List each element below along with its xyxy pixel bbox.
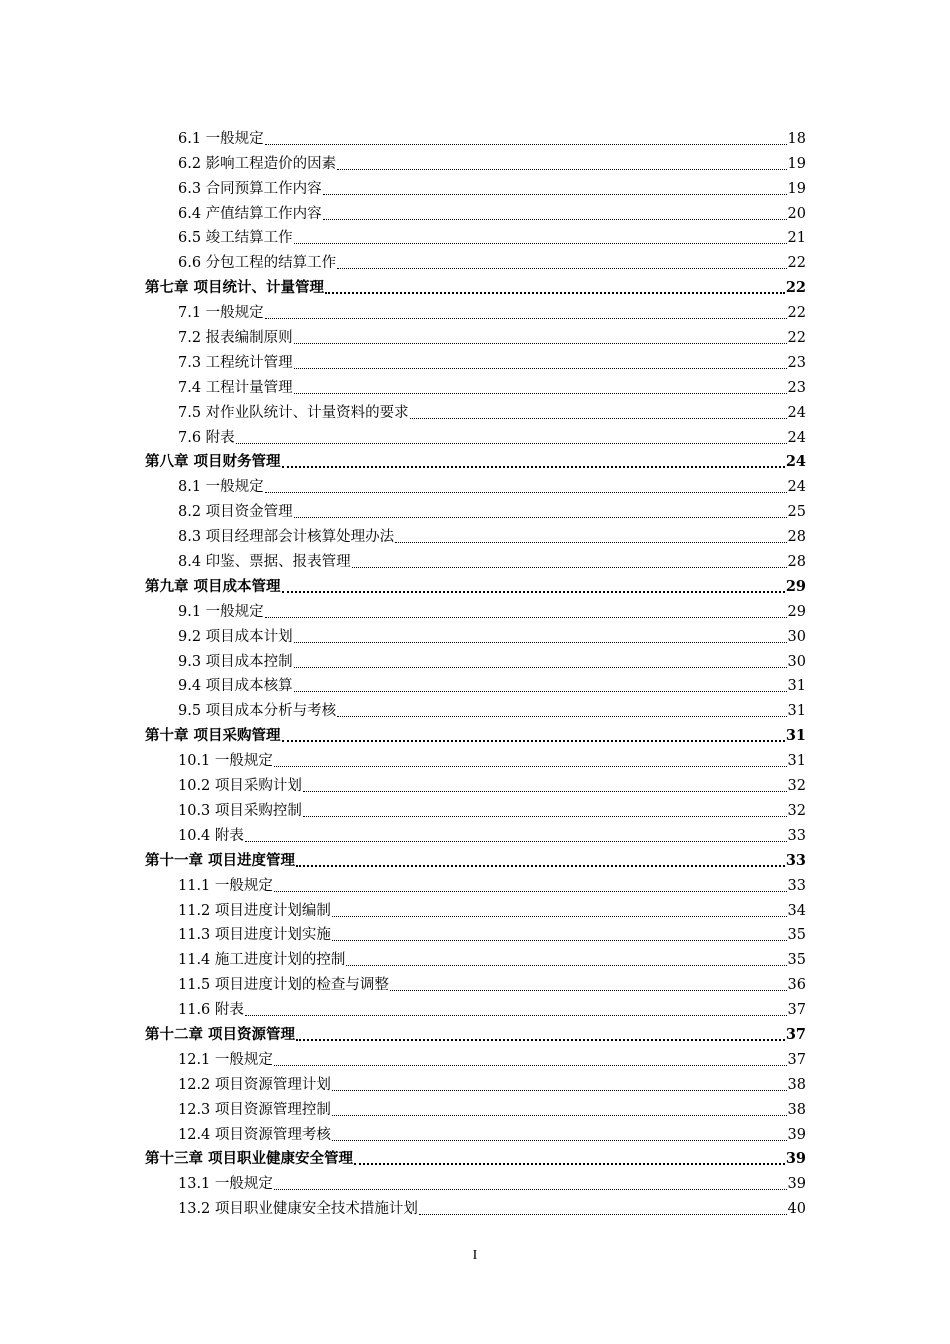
toc-entry-title: 7.4 工程计量管理: [178, 379, 293, 396]
toc-dot-leader: [294, 383, 787, 394]
toc-chapter-entry[interactable]: [145, 1145, 806, 1170]
toc-entry-title: 11.4 施工进度计划的控制: [178, 952, 346, 969]
toc-entry-title: 6.2 影响工程造价的因素: [178, 155, 337, 172]
toc-entry-page: 23: [787, 354, 806, 371]
toc-entry-page: 37: [787, 1051, 806, 1068]
toc-dot-leader: [274, 756, 787, 767]
toc-entry-page: 24: [787, 479, 806, 496]
toc-dot-leader: [337, 706, 786, 717]
toc-entry-title: 6.4 产值结算工作内容: [178, 205, 322, 222]
toc-entry-page: 37: [785, 1025, 806, 1043]
toc-entry-page: 24: [787, 429, 806, 446]
toc-entry-title: 12.2 项目资源管理计划: [178, 1076, 331, 1093]
toc-entry-page: 39: [787, 1126, 806, 1143]
toc-entry-page: 38: [787, 1076, 806, 1093]
toc-entry-title: 11.6 附表: [178, 1002, 244, 1019]
toc-entry-title: 11.3 项目进度计划实施: [178, 927, 331, 944]
toc-dot-leader: [303, 781, 787, 792]
toc-entry-title: 7.3 工程统计管理: [178, 354, 293, 371]
toc-entry-page: 23: [787, 379, 806, 396]
toc-entry-page: 35: [787, 927, 806, 944]
toc-entry-page: 21: [787, 230, 806, 247]
toc-entry-title: 8.3 项目经理部会计核算处理办法: [178, 529, 395, 546]
toc-entry-page: 22: [787, 255, 806, 272]
toc-entry-page: 18: [787, 130, 806, 147]
toc-entry-title: 11.5 项目进度计划的检查与调整: [178, 977, 389, 994]
toc-dot-leader: [337, 258, 786, 269]
toc-dot-leader: [294, 507, 787, 518]
toc-section-entry[interactable]: [145, 1070, 806, 1095]
toc-entry-page: 30: [787, 653, 806, 670]
toc-entry-page: 31: [787, 703, 806, 720]
toc-dot-leader: [282, 581, 785, 593]
toc-entry-title: 12.3 项目资源管理控制: [178, 1101, 331, 1118]
toc-entry-title: 6.5 竣工结算工作: [178, 230, 293, 247]
toc-entry-page: 20: [787, 205, 806, 222]
toc-dot-leader: [245, 1005, 787, 1016]
toc-entry-page: 35: [787, 952, 806, 969]
toc-section-entry[interactable]: [145, 771, 806, 796]
toc-dot-leader: [323, 209, 787, 220]
toc-section-entry[interactable]: [145, 199, 806, 224]
toc-chapter-entry[interactable]: [145, 1020, 806, 1045]
toc-dot-leader: [294, 358, 787, 369]
toc-section-entry[interactable]: [145, 423, 806, 448]
toc-section-entry[interactable]: [145, 522, 806, 547]
toc-section-entry[interactable]: [145, 1194, 806, 1219]
toc-entry-title: 9.5 项目成本分析与考核: [178, 703, 337, 720]
toc-entry-title: 8.2 项目资金管理: [178, 504, 293, 521]
toc-dot-leader: [236, 433, 787, 444]
toc-section-entry[interactable]: [145, 746, 806, 771]
toc-dot-leader: [346, 955, 786, 966]
toc-entry-title: 8.4 印鉴、票据、报表管理: [178, 554, 351, 571]
toc-section-entry[interactable]: [145, 821, 806, 846]
toc-section-entry[interactable]: [145, 298, 806, 323]
toc-section-entry[interactable]: [145, 921, 806, 946]
toc-dot-leader: [294, 657, 787, 668]
toc-section-entry[interactable]: [145, 398, 806, 423]
toc-entry-page: 25: [787, 504, 806, 521]
toc-dot-leader: [325, 282, 785, 294]
toc-entry-title: 8.1 一般规定: [178, 479, 264, 496]
toc-chapter-entry[interactable]: [145, 572, 806, 597]
toc-dot-leader: [354, 1153, 785, 1165]
toc-section-entry[interactable]: [145, 896, 806, 921]
toc-section-entry[interactable]: [145, 995, 806, 1020]
toc-entry-title: 10.3 项目采购控制: [178, 802, 302, 819]
toc-section-entry[interactable]: [145, 149, 806, 174]
toc-dot-leader: [410, 408, 787, 419]
toc-section-entry[interactable]: [145, 248, 806, 273]
toc-dot-leader: [296, 1029, 785, 1041]
toc-entry-title: 9.2 项目成本计划: [178, 628, 293, 645]
toc-entry-page: 32: [787, 802, 806, 819]
toc-dot-leader: [265, 134, 787, 145]
toc-entry-page: 40: [787, 1201, 806, 1218]
toc-entry-page: 30: [787, 628, 806, 645]
toc-chapter-entry[interactable]: [145, 846, 806, 871]
toc-entry-page: 31: [787, 678, 806, 695]
toc-dot-leader: [282, 456, 785, 468]
toc-section-entry[interactable]: [145, 1045, 806, 1070]
toc-dot-leader: [352, 557, 787, 568]
toc-entry-page: 22: [787, 305, 806, 322]
toc-section-entry[interactable]: [145, 622, 806, 647]
table-of-contents: [145, 124, 806, 1219]
toc-dot-leader: [265, 308, 787, 319]
toc-dot-leader: [332, 1105, 787, 1116]
toc-entry-page: 39: [785, 1150, 806, 1168]
toc-entry-page: 33: [785, 851, 806, 869]
toc-section-entry[interactable]: [145, 323, 806, 348]
toc-entry-page: 22: [787, 330, 806, 347]
toc-entry-title: 7.1 一般规定: [178, 305, 264, 322]
toc-dot-leader: [245, 831, 787, 842]
toc-entry-page: 31: [787, 753, 806, 770]
toc-dot-leader: [265, 607, 787, 618]
toc-entry-title: 12.4 项目资源管理考核: [178, 1126, 331, 1143]
toc-entry-page: 38: [787, 1101, 806, 1118]
toc-entry-title: 10.2 项目采购计划: [178, 778, 302, 795]
toc-entry-page: 24: [787, 404, 806, 421]
toc-entry-page: 29: [785, 577, 806, 595]
toc-entry-title: 9.3 项目成本控制: [178, 653, 293, 670]
toc-entry-title: 6.3 合同预算工作内容: [178, 180, 322, 197]
toc-dot-leader: [294, 333, 787, 344]
toc-entry-page: 36: [787, 977, 806, 994]
toc-dot-leader: [332, 930, 787, 941]
toc-entry-title: 10.4 附表: [178, 827, 244, 844]
toc-dot-leader: [419, 1204, 787, 1215]
toc-dot-leader: [274, 1179, 787, 1190]
toc-entry-title: 6.6 分包工程的结算工作: [178, 255, 337, 272]
toc-dot-leader: [337, 159, 786, 170]
toc-entry-title: 第十章 项目采购管理: [145, 727, 281, 745]
toc-entry-title: 13.1 一般规定: [178, 1176, 273, 1193]
toc-section-entry[interactable]: [145, 647, 806, 672]
toc-entry-title: 7.5 对作业队统计、计量资料的要求: [178, 404, 409, 421]
toc-entry-page: 37: [787, 1002, 806, 1019]
toc-dot-leader: [294, 681, 787, 692]
toc-dot-leader: [294, 233, 787, 244]
toc-dot-leader: [332, 1080, 787, 1091]
toc-dot-leader: [294, 632, 787, 643]
toc-dot-leader: [332, 1130, 787, 1141]
toc-entry-title: 第十一章 项目进度管理: [145, 851, 296, 869]
toc-dot-leader: [303, 806, 787, 817]
toc-dot-leader: [296, 855, 785, 867]
toc-section-entry[interactable]: [145, 672, 806, 697]
toc-entry-page: 29: [787, 603, 806, 620]
toc-entry-title: 11.2 项目进度计划编制: [178, 902, 331, 919]
toc-entry-page: 28: [787, 554, 806, 571]
toc-dot-leader: [332, 906, 787, 917]
toc-section-entry[interactable]: [145, 174, 806, 199]
toc-entry-title: 11.1 一般规定: [178, 877, 273, 894]
toc-entry-page: 31: [785, 727, 806, 745]
toc-section-entry[interactable]: [145, 224, 806, 249]
toc-entry-title: 第九章 项目成本管理: [145, 577, 281, 595]
toc-section-entry[interactable]: [145, 970, 806, 995]
toc-section-entry[interactable]: [145, 472, 806, 497]
toc-entry-title: 第十二章 项目资源管理: [145, 1025, 296, 1043]
toc-chapter-entry[interactable]: [145, 448, 806, 473]
toc-section-entry[interactable]: [145, 373, 806, 398]
toc-entry-title: 13.2 项目职业健康安全技术措施计划: [178, 1201, 418, 1218]
toc-section-entry[interactable]: [145, 348, 806, 373]
toc-entry-page: 19: [787, 180, 806, 197]
toc-section-entry[interactable]: [145, 597, 806, 622]
toc-entry-title: 第十三章 项目职业健康安全管理: [145, 1150, 354, 1168]
toc-dot-leader: [395, 532, 786, 543]
toc-entry-title: 第八章 项目财务管理: [145, 453, 281, 471]
toc-entry-title: 7.6 附表: [178, 429, 235, 446]
toc-entry-page: 32: [787, 778, 806, 795]
toc-entry-title: 10.1 一般规定: [178, 753, 273, 770]
toc-entry-title: 9.1 一般规定: [178, 603, 264, 620]
toc-dot-leader: [265, 482, 787, 493]
toc-entry-title: 7.2 报表编制原则: [178, 330, 293, 347]
toc-section-entry[interactable]: [145, 547, 806, 572]
toc-section-entry[interactable]: [145, 497, 806, 522]
toc-entry-title: 第七章 项目统计、计量管理: [145, 279, 325, 297]
toc-entry-page: 28: [787, 529, 806, 546]
page-number-footer: I: [472, 1248, 478, 1263]
toc-entry-page: 19: [787, 155, 806, 172]
toc-section-entry[interactable]: [145, 1095, 806, 1120]
toc-chapter-entry[interactable]: [145, 721, 806, 746]
toc-entry-page: 33: [787, 827, 806, 844]
toc-section-entry[interactable]: [145, 1120, 806, 1145]
toc-section-entry[interactable]: [145, 796, 806, 821]
toc-entry-title: 9.4 项目成本核算: [178, 678, 293, 695]
toc-section-entry[interactable]: [145, 945, 806, 970]
toc-dot-leader: [274, 881, 787, 892]
toc-entry-page: 24: [785, 453, 806, 471]
toc-section-entry[interactable]: [145, 1169, 806, 1194]
toc-entry-title: 12.1 一般规定: [178, 1051, 273, 1068]
toc-entry-page: 22: [785, 279, 806, 297]
toc-entry-page: 34: [787, 902, 806, 919]
toc-section-entry[interactable]: [145, 124, 806, 149]
toc-chapter-entry[interactable]: [145, 273, 806, 298]
toc-entry-page: 33: [787, 877, 806, 894]
toc-section-entry[interactable]: [145, 696, 806, 721]
toc-dot-leader: [282, 730, 785, 742]
toc-entry-page: 39: [787, 1176, 806, 1193]
toc-entry-title: 6.1 一般规定: [178, 130, 264, 147]
toc-dot-leader: [390, 980, 787, 991]
toc-dot-leader: [274, 1055, 787, 1066]
toc-section-entry[interactable]: [145, 871, 806, 896]
toc-dot-leader: [323, 184, 787, 195]
